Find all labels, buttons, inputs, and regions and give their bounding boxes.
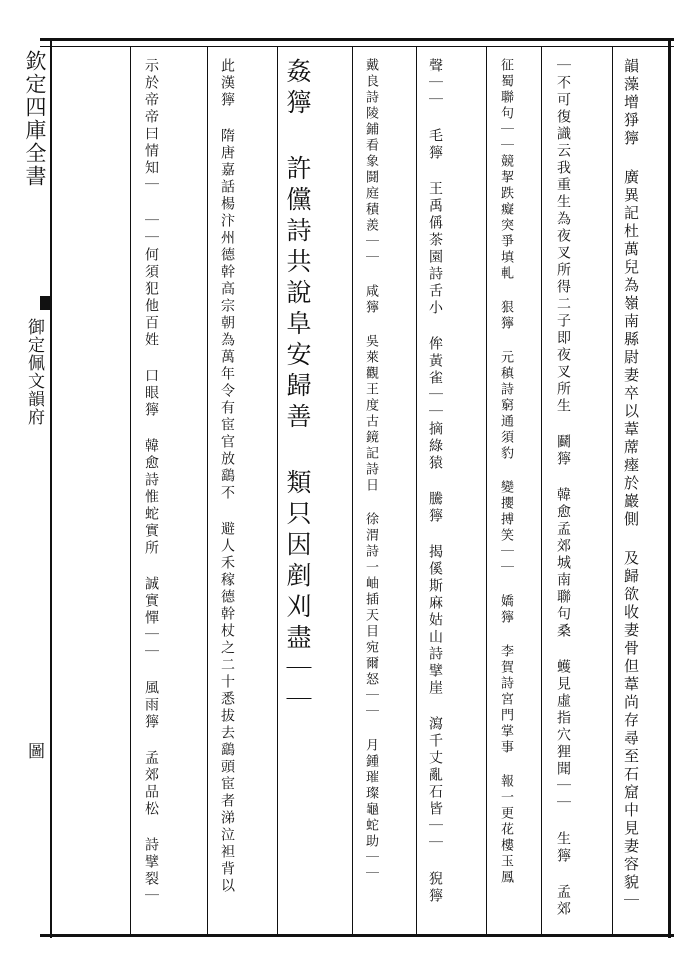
column-text: 示於帝帝曰情知｜ ｜｜何須犯他百姓 口眼獰 韓愈詩惟蛇實所 誠實憚｜｜ 風雨獰 孟郊品松 詩擘裂｜ xyxy=(143,58,159,905)
book-title: 欽定四庫全書 xyxy=(23,50,47,188)
column-divider xyxy=(541,47,542,934)
text-column-1 xyxy=(616,58,666,938)
text-column-6 xyxy=(283,58,343,938)
column-divider xyxy=(486,47,487,934)
fishtail-mark xyxy=(40,296,52,310)
top-border xyxy=(40,38,674,41)
column-text: 征蜀聯句｜｜競挈跌癡突爭填軋 狠獰 元稹詩窮通須豹 變攖搏笑｜｜ 嬌獰 李賀詩宮門掌事 報一更花樓玉鳳 xyxy=(498,58,513,886)
text-column-7 xyxy=(212,58,272,938)
text-column-3 xyxy=(491,58,541,938)
top-border-inner xyxy=(40,46,674,47)
column-text: 此漢獰 隋唐嘉話楊汴州德幹高宗朝為萬年令有宦官放鷂不 避人禾稼德幹杖之二十悉拔去鷂頭宦者涕泣袒背以 xyxy=(219,58,235,895)
right-border xyxy=(668,38,671,938)
book-subtitle: 御定佩文韻府 xyxy=(24,318,44,426)
column-text: 姦獰 許儻詩共說阜安歸善 類只因剷刈盡｜｜ xyxy=(283,58,312,717)
column-text: 聲｜｜ 毛獰 王禹偁茶園詩舌小 侔黃雀｜｜摘綠猿 騰獰 揭傒斯麻姑山詩擘崖 瀉千丈亂石皆｜｜ 猊獰 xyxy=(427,58,443,905)
column-divider xyxy=(352,47,353,934)
left-border xyxy=(50,38,52,938)
text-column-4 xyxy=(420,58,480,938)
column-divider xyxy=(612,47,613,934)
column-divider xyxy=(130,47,131,934)
text-column-8 xyxy=(136,58,202,938)
column-divider xyxy=(277,47,278,934)
column-text: ｜不可復識云我重生為夜叉所得二子即夜叉所生 鬬獰 韓愈孟郊城南聯句桑 蠖見虛指穴狸聞｜｜ 生獰 孟郊 xyxy=(555,58,571,918)
column-divider xyxy=(207,47,208,934)
text-column-5 xyxy=(356,58,414,938)
text-column-2 xyxy=(548,58,608,938)
column-text: 韻藻增猙獰 廣異記杜萬兒為嶺南縣尉妻卒以葦蓆瘞於巖側 及歸欲收妻骨但葦尚存尋至石窟中見妻容貌｜ xyxy=(622,58,640,910)
column-divider xyxy=(416,47,417,934)
page-number: 圖 xyxy=(24,742,44,759)
column-text: 戴良詩陵鋪看象鬪庭積羨｜｜ 咸獰 吳萊觀王度古鏡記詩日 徐渭詩一岫插天目宛爾怒｜｜ 月鍾璀璨龜蛇助｜｜ xyxy=(363,58,378,882)
